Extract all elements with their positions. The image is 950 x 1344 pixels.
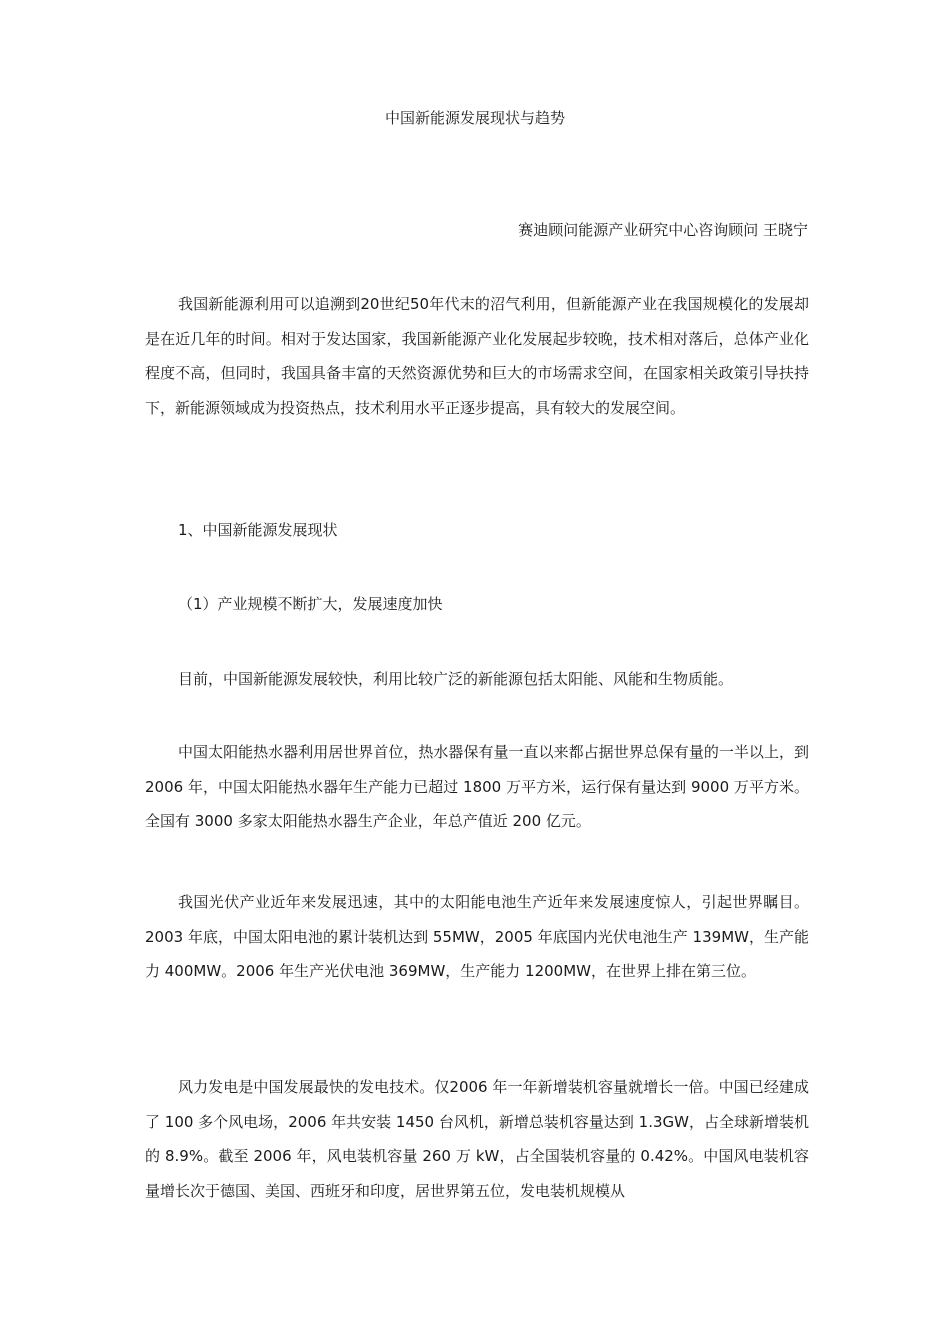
section-heading-current-status: 1、中国新能源发展现状 — [178, 521, 338, 539]
paragraph-solar-thermal: 中国太阳能热水器利用居世界首位，热水器保有量一直以来都占据世界总保有量的一半以上，到 2006 年，中国太阳能热水器年生产能力已超过 1800 万平方米，运行保有量达到 9000 万平方米。全国有 3000 多家太阳能热水器生产企业，年总产值近 200 亿元。 — [145, 743, 809, 830]
paragraph-overview: 目前，中国新能源发展较快，利用比较广泛的新能源包括太阳能、风能和生物质能。 — [178, 670, 734, 688]
author-byline: 赛迪顾问能源产业研究中心咨询顾问 王晓宁 — [518, 221, 808, 239]
document-title: 中国新能源发展现状与趋势 — [384, 109, 565, 127]
subsection-heading-industry-scale: （1）产业规模不断扩大，发展速度加快 — [178, 595, 443, 613]
paragraph-photovoltaic: 我国光伏产业近年来发展迅速，其中的太阳能电池生产近年来发展速度惊人，引起世界瞩目。2003 年底，中国太阳电池的累计装机达到 55MW，2005 年底国内光伏电池生产 139MW，生产能力 400MW。2006 年生产光伏电池 369MW，生产能力 1200MW，在世界上排在第三位。 — [145, 893, 809, 980]
paragraph-wind-power: 风力发电是中国发展最快的发电技术。仅2006 年一年新增装机容量就增长一倍。中国已经建成了 100 多个风电场，2006 年共安装 1450 台风机，新增总装机容量达到 1.3GW，占全球新增装机的 8.9%。截至 2006 年，风电装机容量 260 万 kW，占全国装机容量的 0.42%。中国风电装机容量增长次于德国、美国、西班牙和印度，居世界第五位，发电装机规模从 — [145, 1078, 809, 1200]
intro-paragraph: 我国新能源利用可以追溯到20世纪50年代末的沼气利用，但新能源产业在我国规模化的发展却是在近几年的时间。相对于发达国家，我国新能源产业化发展起步较晚，技术相对落后，总体产业化程度不高，但同时，我国具备丰富的天然资源优势和巨大的市场需求空间，在国家相关政策引导扶持下，新能源领域成为投资热点，技术利用水平正逐步提高，具有较大的发展空间。 — [145, 295, 809, 417]
